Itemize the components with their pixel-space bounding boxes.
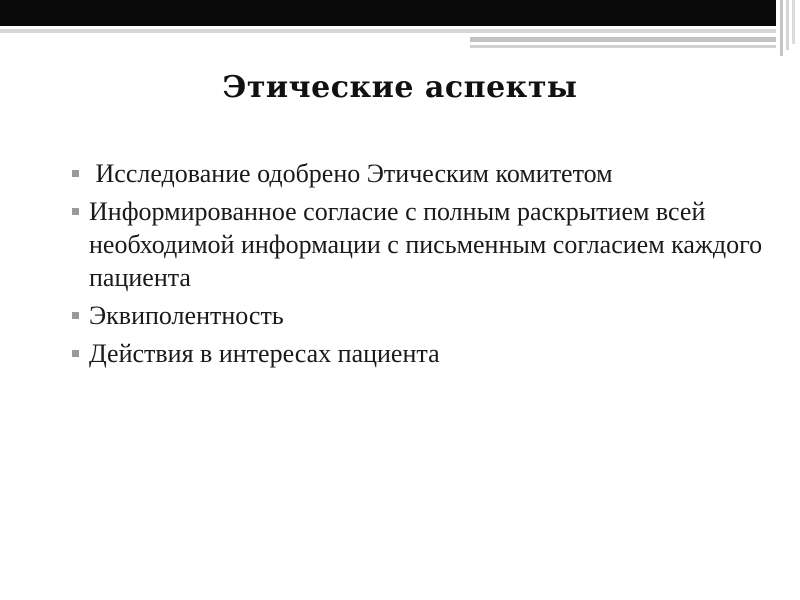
decorative-stripe [470, 37, 776, 42]
square-bullet-icon [72, 170, 79, 177]
bullet-list [72, 157, 772, 375]
top-banner [0, 0, 776, 26]
bullet-text: Исследование одобрено Этическим комитетом [89, 159, 613, 188]
slide-title: Этические аспекты [222, 70, 578, 105]
bullet-item [72, 157, 772, 190]
decorative-stripe [470, 45, 776, 48]
square-bullet-icon [72, 208, 79, 215]
bullet-text: Информированное согласие с полным раскрытием всей необходимой информации с письменным согласием каждого пациента [89, 197, 763, 292]
decorative-vertical-stripe [780, 0, 783, 56]
bullet-item [72, 299, 772, 332]
square-bullet-icon [72, 312, 79, 319]
square-bullet-icon [72, 350, 79, 357]
decorative-stripe [0, 29, 776, 33]
bullet-item [72, 195, 772, 294]
bullet-text: Эквиполентность [89, 301, 284, 330]
decorative-vertical-stripe [792, 0, 795, 44]
bullet-text: Действия в интересах пациента [89, 339, 440, 368]
decorative-vertical-stripe [786, 0, 789, 50]
top-banner-edge [772, 0, 775, 12]
bullet-item [72, 337, 772, 370]
